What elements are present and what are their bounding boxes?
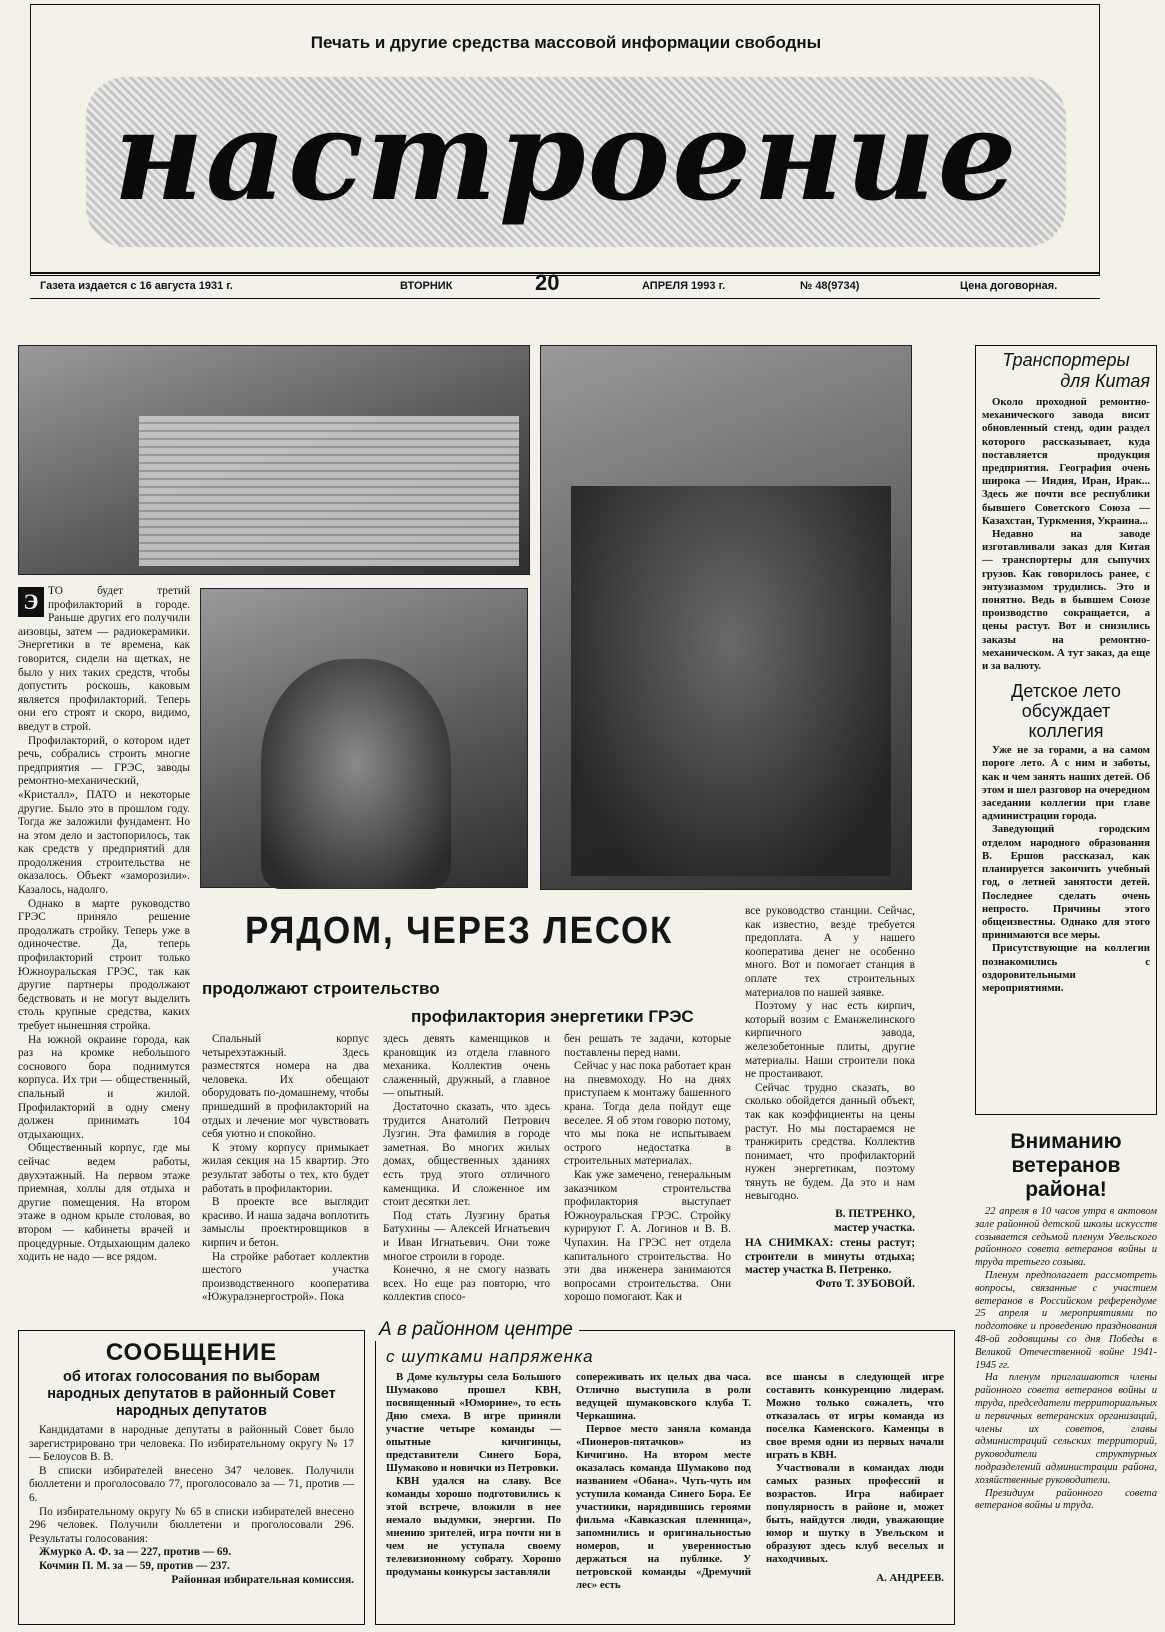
- veterans-paragraph: Президиум районного совета ветеранов войны и труда.: [975, 1487, 1157, 1512]
- district-paragraph: Первое место заняла команда «Пионеров-пятачков» из Кичигино. На втором месте оказалась команда Шумаково под названием «Обана». Чуть-чуть им уступила команда Синего Бора. Ее участники, нарядившись героями фильма «Кавказская пленница», запомнились и оригинальностью номеров, и уверенностью держаться на публике. У петровской команды «Дремучий лес» есть: [576, 1423, 751, 1591]
- message-title: СООБЩЕНИЕ: [105, 1339, 278, 1366]
- photo-foreman: [200, 588, 528, 888]
- message-paragraph: Кандидатами в народные депутаты в районный Совет было зарегистрировано три человека. По избирательному округу № 17— Белоусов В. В.: [29, 1424, 354, 1464]
- price: Цена договорная.: [960, 280, 1058, 292]
- message-paragraph: В списки избирателей внесено 347 человек. Получили бюллетени и проголосовало 77, проголосовало за — 71, против — 6.: [29, 1464, 354, 1504]
- district-paragraph: сопереживать их целых два часа. Отлично выступила в роли ведущей шумаковского клуба Т. Черкашина.: [576, 1371, 751, 1422]
- dateline-rule-bottom: [30, 298, 1100, 299]
- issue-number: № 48(9734): [800, 280, 860, 292]
- district-headline: с шутками напряженка: [386, 1347, 594, 1366]
- article-paragraph: Конечно, я не смогу назвать всех. Но еще раз повторю, что коллектив спосо-: [383, 1264, 550, 1304]
- month-year: АПРЕЛЯ 1993 г.: [642, 280, 726, 292]
- article-col-4: [564, 1033, 731, 1305]
- veterans-notice: [975, 1130, 1157, 1513]
- article-paragraph: Спальный корпус четырехэтажный. Здесь разместятся номера на два человека. Их обещают оборудовать по-домашнему, чтобы пришедший в профилакторий на отдых и лечение мог чувствовать себя уютно и спокойно.: [202, 1033, 369, 1141]
- article-paragraph: Поэтому у нас есть кирпич, который возим с Еманжелинского кирпичного завода, железобетонные плиты, другие материалы. Наши строители пока не простаивают.: [745, 1000, 915, 1081]
- article-paragraph: Сейчас трудно сказать, во сколько обойдется данный объект, так как коэффициенты на цены растут. Но мы постараемся не транжирить средства. Коллектив понимает, что профилакторий нужен энергетикам, поэтому тянуть не будем. Да это и нам невыгодно.: [745, 1081, 915, 1203]
- sidebar-paragraph: Заведующий городским отделом народного образования В. Ершов рассказал, как планируется закончить учебный год, о летней занятости детей. Последнее сделать очень непросто. Причины этого общеизвестны. Однако для этого принимаются все меры.: [982, 823, 1150, 942]
- sidebar-title: коллегия: [1028, 721, 1104, 742]
- district-col-2: [576, 1371, 751, 1592]
- message-result: Жмурко А. Ф. за — 227, против — 69.: [39, 1546, 232, 1559]
- article-paragraph: Достаточно сказать, что здесь трудится Анатолий Петрович Лузгин. Эта фамилия в городе заметная. Во многих жилых домах, общественных зданиях есть труд этого отличного каменщика. И сложенное им стоит десятки лет.: [383, 1100, 550, 1209]
- district-paragraph: все шансы в следующей игре составить конкуренцию лидерам. Можно только сожалеть, что отказалась от игры команда из поселка Каменского. Каменцы в свое время одни из первых начали играть в КВН.: [766, 1371, 944, 1461]
- drop-cap: Э: [18, 587, 44, 617]
- day-number: 20: [535, 270, 560, 295]
- article-paragraph: Под стать Лузгину братья Батухины — Алексей Игнатьевич и Иван Игнатьевич. Они тоже многое строили в городе.: [383, 1209, 550, 1263]
- photo-foreman-face: [261, 659, 451, 889]
- photo-walls-brick: [139, 416, 519, 566]
- dateline-rule-top: [30, 272, 1100, 274]
- photo-workers-group: [571, 486, 891, 876]
- sidebar-title: для Китая: [1060, 371, 1150, 391]
- article-paragraph: бен решать те задачи, которые поставлены перед нами.: [564, 1033, 731, 1059]
- main-subhead-2: профилактория энергетики ГРЭС: [411, 1007, 694, 1026]
- district-author: А. АНДРЕЕВ.: [876, 1572, 944, 1584]
- sidebar-title: обсуждает: [1021, 701, 1111, 722]
- article-paragraph: все руководство станции. Сейчас, как известно, везде требуется предоплата. А у нашего кооператива денег не особенно много. Вот и помогает станция в оплате тех строительных материалов по нашей заявке.: [745, 905, 915, 999]
- article-col-2: [202, 1033, 369, 1305]
- article-col-3: [383, 1033, 550, 1305]
- masthead: [30, 4, 1100, 276]
- district-paragraph: КВН удался на славу. Все команды хорошо подготовились к этой встрече, вложили в нее немало выдумки, энергии. По мнению зрителей, игра почти ни в чем не уступала своему телевизионному собрату. Хорошо продуманы конкурсы заставляли: [386, 1475, 561, 1578]
- article-paragraph: Профилакторий, о котором идет речь, собрались строить многие предприятия — ГРЭС, заводы ремонтно-механический, «Кристалл», ПАТО и некоторые другие. Было это в прошлом году. Тогда же заложили фундамент. Но на этом дело и застопорилось, так как средств у предприятий для продолжения строительства не оказалось. Объект «заморозили». Казалось, надолго.: [18, 734, 190, 897]
- district-paragraph: В Доме культуры села Большого Шумаково прошел КВН, посвященный «Юморине», то есть Дню смеха. В игре приняли участие четыре команды — опытные кичигинцы, представители Синего Бора, Шумаково и новички из Петровки.: [386, 1371, 561, 1474]
- article-paragraph: Как уже замечено, генеральным заказчиком строительства профилактория выступает Южноуральская ГРЭС. Стройку курируют Г. А. Логинов и В. В. Чупахин. На ГРЭС нет отдела капитального строительства. Но эти два инженера занимаются вопросами строительства. Они хорошо помогают. Как и: [564, 1168, 731, 1304]
- article-paragraph: Общественный корпус, где мы сейчас ведем работы, двухэтажный. На первом этаже приемная, холлы для отдыха и другие помещения. На втором этаже в одном крыле столовая, во втором — кабинеты врачей и процедурные. Отдыхающим далеко ходить не надо — все рядом.: [18, 1142, 190, 1264]
- district-paragraph: Участвовали в командах люди самых разных профессий и возрастов. Игра набирает популярность в районе и, может быть, найдутся люди, уважающие юмор и шутку в Увельском и образуют здесь клуб веселых и находчивых.: [766, 1462, 944, 1565]
- newspaper-title: настроение: [113, 84, 1019, 229]
- article-paragraph: здесь девять каменщиков и крановщик из отдела главного механика. Коллектив очень слаженный, дружный, а главное — опытный.: [383, 1033, 550, 1100]
- district-col-3: [766, 1371, 944, 1586]
- sidebar-paragraph: Уже не за горами, а на самом пороге лето. А с ним и заботы, как и чем занять наших детей. Об этом и шел разговор на очередном заседании коллегии при главе администрации города.: [982, 744, 1150, 823]
- veterans-title: Вниманию: [1010, 1130, 1122, 1153]
- sidebar-paragraph: Присутствующие на коллегии познакомились с оздоровительными мероприятиями.: [982, 942, 1150, 994]
- article-paragraph: ТО будет третий профилакторий в городе. Раньше других его получили аизовцы, затем — радиокерамики. Энергетики в те времена, как говорится, сидели на щетках, не было у них таких средств, чтобы допустить роскошь, каковым является профилакторий. Теперь они его строят и скоро, видимо, введут в строй.: [18, 585, 190, 733]
- article-col-5: [745, 905, 915, 1292]
- district-col-1: [386, 1371, 561, 1579]
- main-headline: РЯДОМ, ЧЕРЕЗ ЛЕСОК: [245, 910, 674, 952]
- message-signature: Районная избирательная комиссия.: [171, 1573, 354, 1586]
- photo-caption: НА СНИМКАХ: стены растут; строители в минуты отдыха; мастер участка В. Петренко.: [745, 1237, 915, 1277]
- article-paragraph: В проекте все выглядит красиво. И наша задача воплотить замыслы проектировщиков в кирпич и бетон.: [202, 1196, 369, 1249]
- founded-date: Газета издается с 16 августа 1931 г.: [40, 280, 233, 292]
- article-paragraph: На стройке работает коллектив шестого участка производственного кооператива «Южуралэнергострой». Пока: [202, 1250, 369, 1304]
- district-article: [375, 1319, 955, 1625]
- veterans-paragraph: Пленум предполагает рассмотреть вопросы, связанные с участием ветеранов в Российском референдуме 25 апреля и мероприятиями по подготовке и проведению празднования 48-ой годовщины со дня Победы в Великой Отечественной войне 1941-1945 гг.: [975, 1269, 1157, 1371]
- message-paragraph: По избирательному округу № 65 в списки избирателей внесено 296 человек. Получили бюллетени и проголосовали 296. Результаты голосования:: [29, 1505, 354, 1545]
- election-message: [18, 1330, 365, 1625]
- author-title: мастер участка.: [834, 1221, 915, 1234]
- sidebar-title: Детское лето: [1011, 681, 1121, 702]
- veterans-paragraph: 22 апреля в 10 часов утра в актовом зале районной детской школы искусств созывается седьмой пленум Увельского районного совета ветеранов войны и труда третьего созыва.: [975, 1206, 1157, 1269]
- dateline: [30, 270, 1100, 298]
- message-subtitle: об итогах голосования по выборам народных депутатов в районный Совет народных депутатов: [47, 1369, 336, 1419]
- article-paragraph: Однако в марте руководство ГРЭС приняло решение продолжать стройку. Теперь уже в одиночестве. Да, теперь профилакторий строит только Южноуральская ГРЭС, так как другие партнеры продолжают бедствовать и не могут выделить столь крупные средства, каких требует нынешняя стройка.: [18, 897, 190, 1032]
- author-name: В. ПЕТРЕНКО,: [835, 1208, 915, 1221]
- veterans-paragraph: На пленум приглашаются члены районного совета ветеранов войны и труда, председатели территориальных и первичных ветеранских организаций, члены их советов, главы администраций сельских территорий, руководители структурных подразделений администрации района, хозяйственные руководители.: [975, 1372, 1157, 1486]
- main-subhead-1: продолжают строительство: [202, 979, 440, 998]
- sidebar-paragraph: Около проходной ремонтно-механического завода висит обновленный стенд, один раздел которого рассказывает, куда поставляется продукция предприятия. География очень широка — Индия, Иран, Ирак... Здесь же почти все республики бывшего Советского Союза — Казахстан, Туркмения, Украина...: [982, 396, 1150, 527]
- veterans-title: ветеранов: [1011, 1154, 1121, 1177]
- slogan: Печать и другие средства массовой информации свободны: [310, 33, 822, 52]
- article-paragraph: К этому корпусу примыкает жилая секция на 15 квартир. Это результат заботы о тех, кто будет работать в профилактории.: [202, 1141, 369, 1195]
- weekday: ВТОРНИК: [400, 280, 453, 292]
- photo-walls: [18, 345, 530, 575]
- photo-credit: Фото Т. ЗУБОВОЙ.: [815, 1278, 915, 1291]
- district-rubric: А в районном центре: [373, 1319, 579, 1341]
- article-paragraph: Сейчас у нас пока работает кран на пневмоходу. Но на днях приступаем к монтажу башенного крана. Тогда дела пойдут еще веселее. Я об этом говорю потому, что мы пока не испытываем острого недостатка в строительных материалах.: [564, 1060, 731, 1168]
- photo-workers: [540, 345, 912, 890]
- sidebar-paragraph: Недавно на заводе изготавливали заказ для Китая — транспортеры для сыпучих грузов. Как говорилось ранее, с энтузиазмом трудились. Это и понятно. Ведь в бывшем Союзе производство сокращается, а цены растут. Вот и снизились заказы на ремонтно-механическом. А тут заказ, да еще и за валюту.: [982, 528, 1150, 673]
- article-col-1: [18, 585, 190, 1265]
- sidebar-title: Транспортеры: [1002, 350, 1130, 370]
- message-result: Кочмин П. М. за — 59, против — 237.: [39, 1559, 230, 1572]
- veterans-title: района!: [1025, 1178, 1107, 1201]
- article-paragraph: На южной окраине города, как раз на кромке небольшого соснового бора поднимутся корпуса. Их три — общественный, спальный и жилой. Профилакторий в одну смену должен принимать 104 отдыхающих.: [18, 1033, 190, 1141]
- sidebar-box-china: [975, 345, 1157, 1115]
